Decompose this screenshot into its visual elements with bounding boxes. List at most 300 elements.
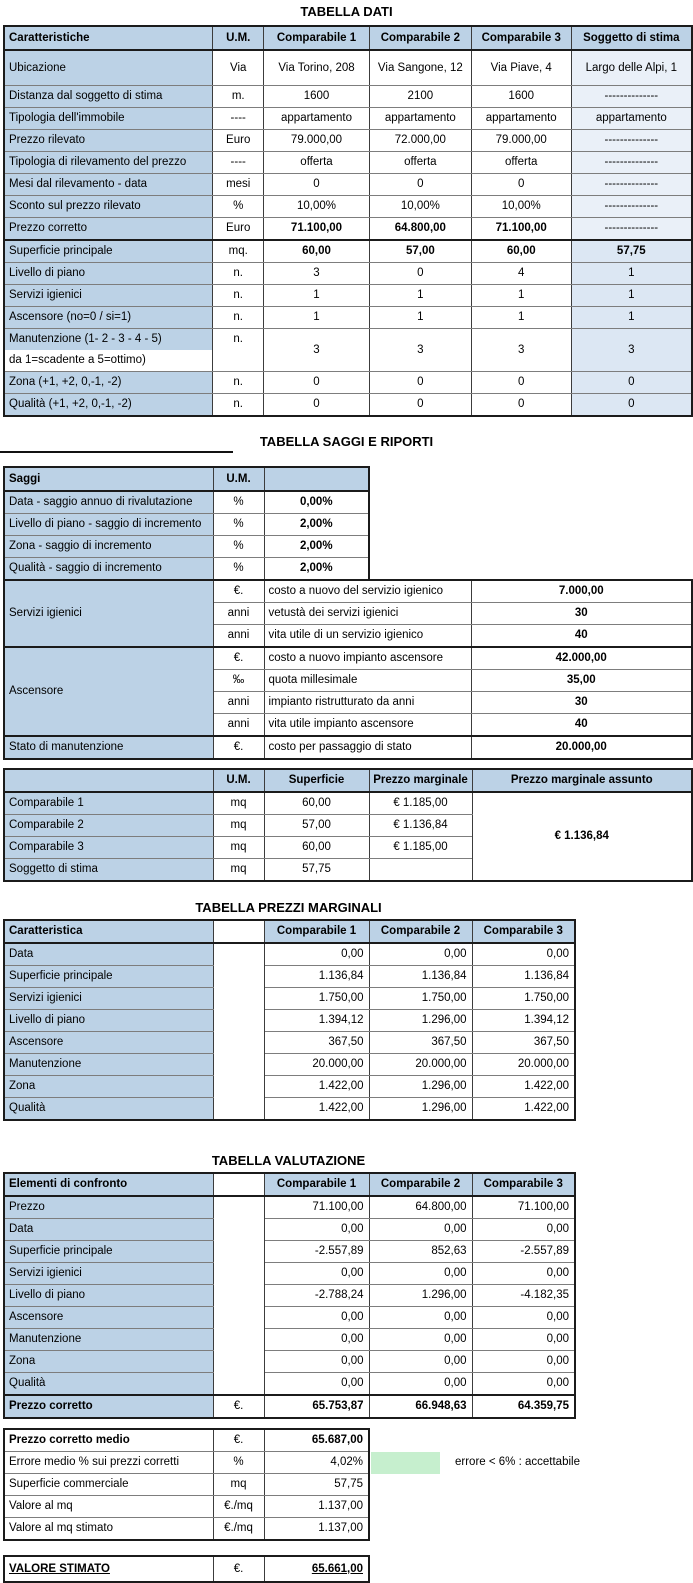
cell-value bbox=[213, 1053, 264, 1075]
cell-value: 0 bbox=[264, 371, 370, 393]
column-header bbox=[264, 467, 369, 491]
cell-value: ---- bbox=[213, 107, 264, 129]
row-label: Comparabile 3 bbox=[4, 836, 213, 858]
cell-value: 0,00 bbox=[472, 1262, 575, 1284]
cell-value: 1.750,00 bbox=[369, 987, 472, 1009]
cell-value bbox=[369, 467, 471, 491]
row-label: Stato di manutenzione bbox=[4, 736, 213, 759]
title-tabella-dati: TABELLA DATI bbox=[300, 4, 393, 19]
cell-value: 367,50 bbox=[264, 1031, 369, 1053]
cell-value: mq bbox=[213, 814, 264, 836]
column-header: Comparabile 1 bbox=[264, 26, 370, 50]
cell-value: Errore medio % sui prezzi corretti bbox=[4, 1451, 213, 1473]
tabella-riepilogo bbox=[3, 1428, 370, 1541]
cell-value: 30 bbox=[471, 602, 692, 624]
tabella-valore-stimato bbox=[3, 1555, 370, 1583]
cell-value: 1.296,00 bbox=[369, 1075, 472, 1097]
row-label: Manutenzione bbox=[4, 1328, 213, 1350]
row-label: Ascensore bbox=[4, 1306, 213, 1328]
cell-value: 1600 bbox=[471, 85, 571, 107]
cell-value: -------------- bbox=[571, 217, 692, 240]
cell-value: 10,00% bbox=[471, 195, 571, 217]
row-label: Tipologia dell'immobile bbox=[4, 107, 213, 129]
cell-value: 20.000,00 bbox=[472, 1053, 575, 1075]
column-header: U.M. bbox=[213, 769, 264, 792]
cell-value: costo per passaggio di stato bbox=[264, 736, 471, 759]
cell-value: 1.136,84 bbox=[264, 965, 369, 987]
column-header: Caratteristica bbox=[4, 920, 213, 943]
cell-value: 1.750,00 bbox=[264, 987, 369, 1009]
cell-value: vita utile impianto ascensore bbox=[264, 713, 471, 736]
cell-value: 60,00 bbox=[264, 240, 370, 263]
row-label: Soggetto di stima bbox=[4, 858, 213, 881]
cell-value: -------------- bbox=[571, 173, 692, 195]
row-label: Comparabile 1 bbox=[4, 792, 213, 815]
cell-value: €./mq bbox=[213, 1495, 264, 1517]
cell-value bbox=[213, 1240, 264, 1262]
row-label: Livello di piano bbox=[4, 1009, 213, 1031]
cell-value bbox=[471, 491, 692, 514]
cell-value: 65.661,00 bbox=[264, 1556, 369, 1582]
cell-value: 1.394,12 bbox=[264, 1009, 369, 1031]
cell-value bbox=[213, 350, 264, 372]
cell-value: 57,75 bbox=[571, 240, 692, 263]
cell-value: 1 bbox=[571, 262, 692, 284]
row-label: Zona - saggio di incremento bbox=[4, 535, 213, 557]
cell-value: -2.557,89 bbox=[264, 1240, 369, 1262]
cell-value: 1.422,00 bbox=[264, 1075, 369, 1097]
cell-value: 72.000,00 bbox=[369, 129, 471, 151]
cell-value: 60,00 bbox=[471, 240, 571, 263]
cell-value: 1.137,00 bbox=[264, 1495, 369, 1517]
cell-value: 60,00 bbox=[264, 836, 369, 858]
cell-value: 40 bbox=[471, 624, 692, 647]
cell-value: 40 bbox=[471, 713, 692, 736]
cell-value bbox=[369, 858, 472, 881]
cell-value: 42.000,00 bbox=[471, 647, 692, 670]
row-label: Zona (+1, +2, 0,-1, -2) bbox=[4, 371, 213, 393]
cell-value bbox=[213, 1218, 264, 1240]
cell-value: n. bbox=[213, 328, 264, 350]
cell-value: impianto ristrutturato da anni bbox=[264, 691, 471, 713]
row-label: Prezzo corretto bbox=[4, 1395, 213, 1418]
cell-value: Via bbox=[213, 50, 264, 85]
cell-value: 0 bbox=[369, 173, 471, 195]
cell-value: 0,00 bbox=[369, 943, 472, 966]
column-header: Comparabile 1 bbox=[264, 1173, 369, 1196]
column-header: U.M. bbox=[213, 467, 264, 491]
cell-value: 0,00 bbox=[264, 943, 369, 966]
cell-value: 0,00 bbox=[264, 1350, 369, 1372]
cell-value: 0,00 bbox=[264, 1262, 369, 1284]
cell-value: 0,00 bbox=[369, 1372, 472, 1395]
cell-value: 1.296,00 bbox=[369, 1097, 472, 1120]
cell-value: n. bbox=[213, 284, 264, 306]
row-label: Ubicazione bbox=[4, 50, 213, 85]
column-header: Superficie bbox=[264, 769, 369, 792]
cell-value: VALORE STIMATO bbox=[4, 1556, 213, 1582]
cell-value bbox=[471, 535, 692, 557]
row-label: Ascensore (no=0 / si=1) bbox=[4, 306, 213, 328]
cell-value bbox=[213, 1372, 264, 1395]
cell-value: vita utile di un servizio igienico bbox=[264, 624, 471, 647]
cell-value: €. bbox=[213, 736, 264, 759]
row-label: Tipologia di rilevamento del prezzo bbox=[4, 151, 213, 173]
cell-value: n. bbox=[213, 371, 264, 393]
cell-value: 10,00% bbox=[369, 195, 471, 217]
row-label: Servizi igienici bbox=[4, 580, 213, 647]
cell-value: € 1.185,00 bbox=[369, 836, 472, 858]
cell-value: 64.359,75 bbox=[472, 1395, 575, 1418]
row-label: Servizi igienici bbox=[4, 284, 213, 306]
cell-value: € 1.185,00 bbox=[369, 792, 472, 815]
cell-value bbox=[213, 1009, 264, 1031]
cell-value: 2,00% bbox=[264, 557, 369, 580]
cell-value: % bbox=[213, 513, 264, 535]
cell-value: 367,50 bbox=[472, 1031, 575, 1053]
cell-value: Euro bbox=[213, 217, 264, 240]
cell-value: €. bbox=[213, 1556, 264, 1582]
cell-value bbox=[213, 1284, 264, 1306]
cell-value: appartamento bbox=[471, 107, 571, 129]
cell-value: €./mq bbox=[213, 1517, 264, 1540]
cell-value: 1 bbox=[369, 306, 471, 328]
cell-value bbox=[213, 1306, 264, 1328]
cell-value: 71.100,00 bbox=[264, 1196, 369, 1219]
cell-value: 0,00 bbox=[369, 1350, 472, 1372]
cell-value: -------------- bbox=[571, 85, 692, 107]
row-label: Livello di piano - saggio di incremento bbox=[4, 513, 213, 535]
cell-value: anni bbox=[213, 602, 264, 624]
cell-value: da 1=scadente a 5=ottimo) bbox=[4, 350, 213, 372]
row-label: Manutenzione bbox=[4, 1053, 213, 1075]
cell-value: n. bbox=[213, 262, 264, 284]
cell-value: 1.750,00 bbox=[472, 987, 575, 1009]
row-label: Data - saggio annuo di rivalutazione bbox=[4, 491, 213, 514]
cell-value: 4 bbox=[471, 262, 571, 284]
cell-value bbox=[213, 1328, 264, 1350]
cell-value: 1.422,00 bbox=[472, 1075, 575, 1097]
row-label: Zona bbox=[4, 1350, 213, 1372]
column-header: Comparabile 2 bbox=[369, 26, 471, 50]
error-threshold-note: errore < 6% : accettabile bbox=[455, 1455, 580, 1468]
cell-value: offerta bbox=[264, 151, 370, 173]
cell-value: offerta bbox=[471, 151, 571, 173]
cell-value: % bbox=[213, 1451, 264, 1473]
row-label: Manutenzione (1- 2 - 3 - 4 - 5) bbox=[4, 328, 213, 350]
cell-value: % bbox=[213, 535, 264, 557]
cell-value: Valore al mq bbox=[4, 1495, 213, 1517]
cell-value: 1 bbox=[471, 284, 571, 306]
cell-value: % bbox=[213, 491, 264, 514]
cell-value: 0,00 bbox=[369, 1218, 472, 1240]
cell-value: 1 bbox=[571, 306, 692, 328]
cell-value: 3 bbox=[369, 328, 471, 371]
cell-value: 0 bbox=[471, 371, 571, 393]
cell-value: Largo delle Alpi, 1 bbox=[571, 50, 692, 85]
cell-value bbox=[213, 965, 264, 987]
row-label: Ascensore bbox=[4, 1031, 213, 1053]
cell-value: appartamento bbox=[264, 107, 370, 129]
cell-value bbox=[213, 1075, 264, 1097]
cell-value: mesi bbox=[213, 173, 264, 195]
cell-value: 0,00 bbox=[472, 1306, 575, 1328]
cell-value: 0,00% bbox=[264, 491, 369, 514]
cell-value: -2.788,24 bbox=[264, 1284, 369, 1306]
row-label: Sconto sul prezzo rilevato bbox=[4, 195, 213, 217]
cell-value: 0 bbox=[369, 393, 471, 416]
cell-value: 0,00 bbox=[472, 1218, 575, 1240]
column-header: Elementi di confronto bbox=[4, 1173, 213, 1196]
cell-value: mq bbox=[213, 836, 264, 858]
cell-value: 1.136,84 bbox=[369, 965, 472, 987]
cell-value: 2,00% bbox=[264, 535, 369, 557]
column-header: Saggi bbox=[4, 467, 213, 491]
saggi-title-underline bbox=[0, 451, 233, 453]
column-header: Soggetto di stima bbox=[571, 26, 692, 50]
cell-value: 0 bbox=[471, 393, 571, 416]
title-tabella-prezzi-marginali: TABELLA PREZZI MARGINALI bbox=[195, 899, 382, 915]
row-label: Prezzo bbox=[4, 1196, 213, 1219]
cell-value: vetustà dei servizi igienici bbox=[264, 602, 471, 624]
title-tabella-saggi: TABELLA SAGGI E RIPORTI bbox=[259, 433, 434, 449]
cell-value: 79.000,00 bbox=[471, 129, 571, 151]
cell-value: €. bbox=[213, 580, 264, 603]
cell-value bbox=[213, 987, 264, 1009]
cell-value: Prezzo corretto medio bbox=[4, 1429, 213, 1452]
cell-value: 0,00 bbox=[264, 1372, 369, 1395]
row-label: Mesi dal rilevamento - data bbox=[4, 173, 213, 195]
cell-value: 1.296,00 bbox=[369, 1009, 472, 1031]
cell-value bbox=[369, 535, 471, 557]
cell-value bbox=[471, 513, 692, 535]
cell-value bbox=[369, 557, 471, 580]
cell-value: appartamento bbox=[571, 107, 692, 129]
cell-value: mq. bbox=[213, 240, 264, 263]
cell-value: 65.687,00 bbox=[264, 1429, 369, 1452]
column-header: U.M. bbox=[213, 26, 264, 50]
column-header: Comparabile 2 bbox=[369, 1173, 472, 1196]
row-label: Prezzo rilevato bbox=[4, 129, 213, 151]
row-label: Qualità bbox=[4, 1097, 213, 1120]
cell-value bbox=[213, 943, 264, 966]
cell-value: 0,00 bbox=[472, 943, 575, 966]
cell-value: 0,00 bbox=[472, 1372, 575, 1395]
cell-value: 57,75 bbox=[264, 1473, 369, 1495]
column-header bbox=[213, 920, 264, 943]
cell-value: 0 bbox=[264, 393, 370, 416]
cell-value bbox=[213, 1262, 264, 1284]
cell-value: 66.948,63 bbox=[369, 1395, 472, 1418]
row-label: Comparabile 2 bbox=[4, 814, 213, 836]
cell-value: 0 bbox=[471, 173, 571, 195]
row-label: Distanza dal soggetto di stima bbox=[4, 85, 213, 107]
row-label: Prezzo corretto bbox=[4, 217, 213, 240]
cell-value: 4,02% bbox=[264, 1451, 369, 1473]
cell-value: 0 bbox=[571, 393, 692, 416]
cell-value: 30 bbox=[471, 691, 692, 713]
cell-value bbox=[369, 513, 471, 535]
tabella-superficie-prezzo-marginale bbox=[3, 768, 693, 882]
tabella-saggi-e-riporti bbox=[3, 466, 693, 760]
cell-value: m. bbox=[213, 85, 264, 107]
cell-value: n. bbox=[213, 306, 264, 328]
cell-value: -------------- bbox=[571, 129, 692, 151]
cell-value: 1.296,00 bbox=[369, 1284, 472, 1306]
cell-value: mq bbox=[213, 1473, 264, 1495]
tabella-valutazione bbox=[3, 1172, 576, 1419]
cell-value: 20.000,00 bbox=[471, 736, 692, 759]
cell-value: 2100 bbox=[369, 85, 471, 107]
cell-value: 71.100,00 bbox=[264, 217, 370, 240]
cell-value: 0,00 bbox=[369, 1328, 472, 1350]
cell-value bbox=[369, 491, 471, 514]
cell-value: 0 bbox=[369, 371, 471, 393]
cell-value: €. bbox=[213, 1395, 264, 1418]
cell-value: 0 bbox=[571, 371, 692, 393]
cell-value: -------------- bbox=[571, 195, 692, 217]
cell-value: ---- bbox=[213, 151, 264, 173]
cell-value: 0,00 bbox=[472, 1328, 575, 1350]
cell-value: 60,00 bbox=[264, 792, 369, 815]
cell-value: Euro bbox=[213, 129, 264, 151]
row-label: Superficie principale bbox=[4, 240, 213, 263]
cell-value: 0,00 bbox=[264, 1306, 369, 1328]
cell-value bbox=[213, 1350, 264, 1372]
cell-value: 7.000,00 bbox=[471, 580, 692, 603]
row-label: Ascensore bbox=[4, 647, 213, 736]
cell-value: 71.100,00 bbox=[471, 217, 571, 240]
cell-value: 1.394,12 bbox=[472, 1009, 575, 1031]
cell-value: 1.136,84 bbox=[472, 965, 575, 987]
cell-value: 10,00% bbox=[264, 195, 370, 217]
cell-value: 79.000,00 bbox=[264, 129, 370, 151]
row-label: Data bbox=[4, 1218, 213, 1240]
cell-value: mq bbox=[213, 792, 264, 815]
cell-value: 1 bbox=[471, 306, 571, 328]
row-label: Livello di piano bbox=[4, 1284, 213, 1306]
cell-value: € 1.136,84 bbox=[369, 814, 472, 836]
row-label: Superficie principale bbox=[4, 1240, 213, 1262]
cell-value: Via Sangone, 12 bbox=[369, 50, 471, 85]
cell-value: anni bbox=[213, 691, 264, 713]
row-label: Qualità - saggio di incremento bbox=[4, 557, 213, 580]
cell-value: Valore al mq stimato bbox=[4, 1517, 213, 1540]
cell-value: -2.557,89 bbox=[472, 1240, 575, 1262]
cell-value: 35,00 bbox=[471, 669, 692, 691]
cell-value: 57,00 bbox=[264, 814, 369, 836]
row-label: Servizi igienici bbox=[4, 1262, 213, 1284]
column-header: Comparabile 3 bbox=[472, 920, 575, 943]
cell-value: €. bbox=[213, 647, 264, 670]
cell-value: 0,00 bbox=[264, 1218, 369, 1240]
cell-value: % bbox=[213, 557, 264, 580]
cell-value: 0,00 bbox=[264, 1328, 369, 1350]
column-header: Comparabile 3 bbox=[471, 26, 571, 50]
cell-value bbox=[213, 1196, 264, 1219]
cell-value bbox=[213, 1097, 264, 1120]
cell-value: 64.800,00 bbox=[369, 217, 471, 240]
cell-value: ‰ bbox=[213, 669, 264, 691]
cell-value: Via Piave, 4 bbox=[471, 50, 571, 85]
cell-value: mq bbox=[213, 858, 264, 881]
cell-value: 64.800,00 bbox=[369, 1196, 472, 1219]
cell-value: anni bbox=[213, 624, 264, 647]
cell-value: 57,75 bbox=[264, 858, 369, 881]
cell-value: Superficie commerciale bbox=[4, 1473, 213, 1495]
cell-value: 20.000,00 bbox=[369, 1053, 472, 1075]
row-label: Qualità bbox=[4, 1372, 213, 1395]
tabella-dati bbox=[3, 25, 693, 417]
cell-value bbox=[471, 467, 692, 491]
cell-value: Via Torino, 208 bbox=[264, 50, 370, 85]
cell-value: 1.422,00 bbox=[472, 1097, 575, 1120]
cell-value: offerta bbox=[369, 151, 471, 173]
error-status-box bbox=[371, 1452, 440, 1474]
cell-value: 0 bbox=[264, 173, 370, 195]
cell-value: € 1.136,84 bbox=[472, 792, 692, 881]
column-header: Comparabile 3 bbox=[472, 1173, 575, 1196]
cell-value: n. bbox=[213, 393, 264, 416]
cell-value: 3 bbox=[264, 328, 370, 371]
cell-value: 1.422,00 bbox=[264, 1097, 369, 1120]
column-header: Prezzo marginale bbox=[369, 769, 472, 792]
column-header: Prezzo marginale assunto bbox=[472, 769, 692, 792]
cell-value: anni bbox=[213, 713, 264, 736]
cell-value: 3 bbox=[264, 262, 370, 284]
row-label: Data bbox=[4, 943, 213, 966]
title-tabella-valutazione: TABELLA VALUTAZIONE bbox=[211, 1152, 366, 1168]
cell-value: 1 bbox=[369, 284, 471, 306]
cell-value: 1 bbox=[264, 306, 370, 328]
column-header bbox=[213, 1173, 264, 1196]
cell-value: 0 bbox=[369, 262, 471, 284]
cell-value: 1.137,00 bbox=[264, 1517, 369, 1540]
cell-value: -------------- bbox=[571, 151, 692, 173]
cell-value: % bbox=[213, 195, 264, 217]
column-header bbox=[4, 769, 213, 792]
cell-value: 57,00 bbox=[369, 240, 471, 263]
cell-value: 852,63 bbox=[369, 1240, 472, 1262]
cell-value: 1 bbox=[571, 284, 692, 306]
cell-value: 71.100,00 bbox=[472, 1196, 575, 1219]
cell-value bbox=[213, 1031, 264, 1053]
riepilogo-section bbox=[0, 1428, 693, 1541]
column-header: Comparabile 2 bbox=[369, 920, 472, 943]
cell-value: €. bbox=[213, 1429, 264, 1452]
cell-value: 1 bbox=[264, 284, 370, 306]
cell-value: 0,00 bbox=[369, 1262, 472, 1284]
row-label: Livello di piano bbox=[4, 262, 213, 284]
row-label: Servizi igienici bbox=[4, 987, 213, 1009]
cell-value bbox=[471, 557, 692, 580]
cell-value: 0,00 bbox=[472, 1350, 575, 1372]
cell-value: costo a nuovo del servizio igienico bbox=[264, 580, 471, 603]
cell-value: 3 bbox=[571, 328, 692, 371]
row-label: Zona bbox=[4, 1075, 213, 1097]
row-label: Superficie principale bbox=[4, 965, 213, 987]
tabella-prezzi-marginali bbox=[3, 919, 576, 1121]
cell-value: 0,00 bbox=[369, 1306, 472, 1328]
row-label: Qualità (+1, +2, 0,-1, -2) bbox=[4, 393, 213, 416]
cell-value: appartamento bbox=[369, 107, 471, 129]
column-header: Comparabile 1 bbox=[264, 920, 369, 943]
cell-value: quota millesimale bbox=[264, 669, 471, 691]
column-header: Caratteristiche bbox=[4, 26, 213, 50]
cell-value: -4.182,35 bbox=[472, 1284, 575, 1306]
cell-value: 65.753,87 bbox=[264, 1395, 369, 1418]
cell-value: 2,00% bbox=[264, 513, 369, 535]
